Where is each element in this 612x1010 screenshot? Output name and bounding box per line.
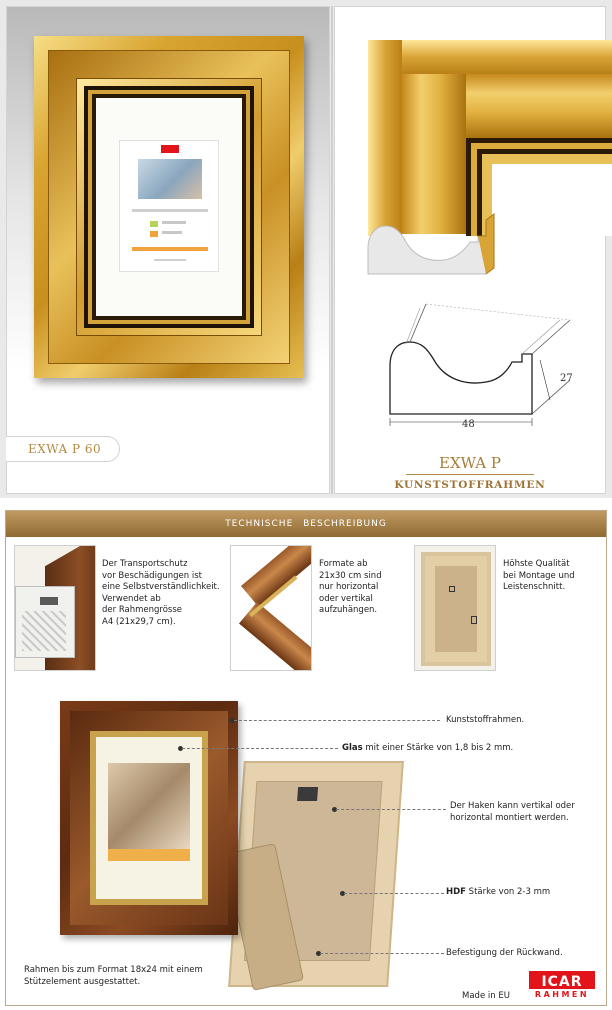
callout-hook: Der Haken kann vertikal oder horizontal montiert werden. (450, 801, 575, 823)
profile-diagram (380, 290, 580, 440)
feature-corner-image (230, 545, 312, 671)
title-underline (406, 474, 534, 475)
made-in-label: Made in EU (462, 991, 510, 1001)
callout-line (344, 893, 444, 894)
frame-corner-closeup (368, 40, 612, 188)
product-hero (0, 0, 612, 498)
stand-note: Rahmen bis zum Format 18x24 mit einem Stützelement ausgestattet. (24, 965, 203, 987)
gold-frame-image (34, 36, 304, 378)
callout-line (320, 953, 444, 954)
technical-description (5, 510, 607, 1006)
model-tag-label: EXWA P 60 (28, 442, 102, 456)
panel-divider (331, 6, 333, 494)
callout-glass: Glas mit einer Stärke von 1,8 bis 2 mm. (342, 743, 514, 753)
tech-header (6, 511, 606, 537)
feature-backside-image (414, 545, 496, 671)
sample-insert-card (119, 140, 219, 272)
feature-corner-protector-image (14, 545, 96, 671)
profile-height-dimension: 27 (560, 373, 573, 384)
feature-text-protector: Der Transportschutz vor Beschädigungen ist eine Selbstverständlichkeit. Verwendet ab der Rahmengrösse A4 (21x29,7 cm). (102, 559, 220, 627)
corner-profile-section (366, 212, 498, 276)
brand-sub: RAHMEN (534, 990, 590, 999)
profile-width-dimension: 48 (462, 419, 475, 430)
product-type-title: KUNSTSTOFFRAHMEN (394, 479, 546, 491)
icar-logo (529, 971, 595, 1001)
feature-text-quality: Höhste Qualität bei Montage und Leistenschnitt. (503, 559, 575, 592)
callout-frame-material: Kunststoffrahmen. (446, 715, 525, 725)
feature-text-formats: Formate ab 21x30 cm sind nur horizontal oder vertikal aufzuhängen. (319, 559, 382, 615)
callout-hdf: HDF Stärke von 2-3 mm (446, 887, 551, 897)
brand-name: ICAR (541, 974, 583, 990)
tech-header-title: TECHNISCHE BESCHREIBUNG (225, 519, 387, 529)
wood-frame (60, 701, 238, 935)
callout-backwall: Befestigung der Rückwand. (446, 948, 563, 958)
hook-icon (297, 787, 318, 801)
callout-line (336, 809, 446, 810)
model-tag (6, 436, 120, 462)
callout-line (182, 748, 338, 749)
callout-line (234, 720, 440, 721)
product-model-title: EXWA P (439, 454, 501, 472)
